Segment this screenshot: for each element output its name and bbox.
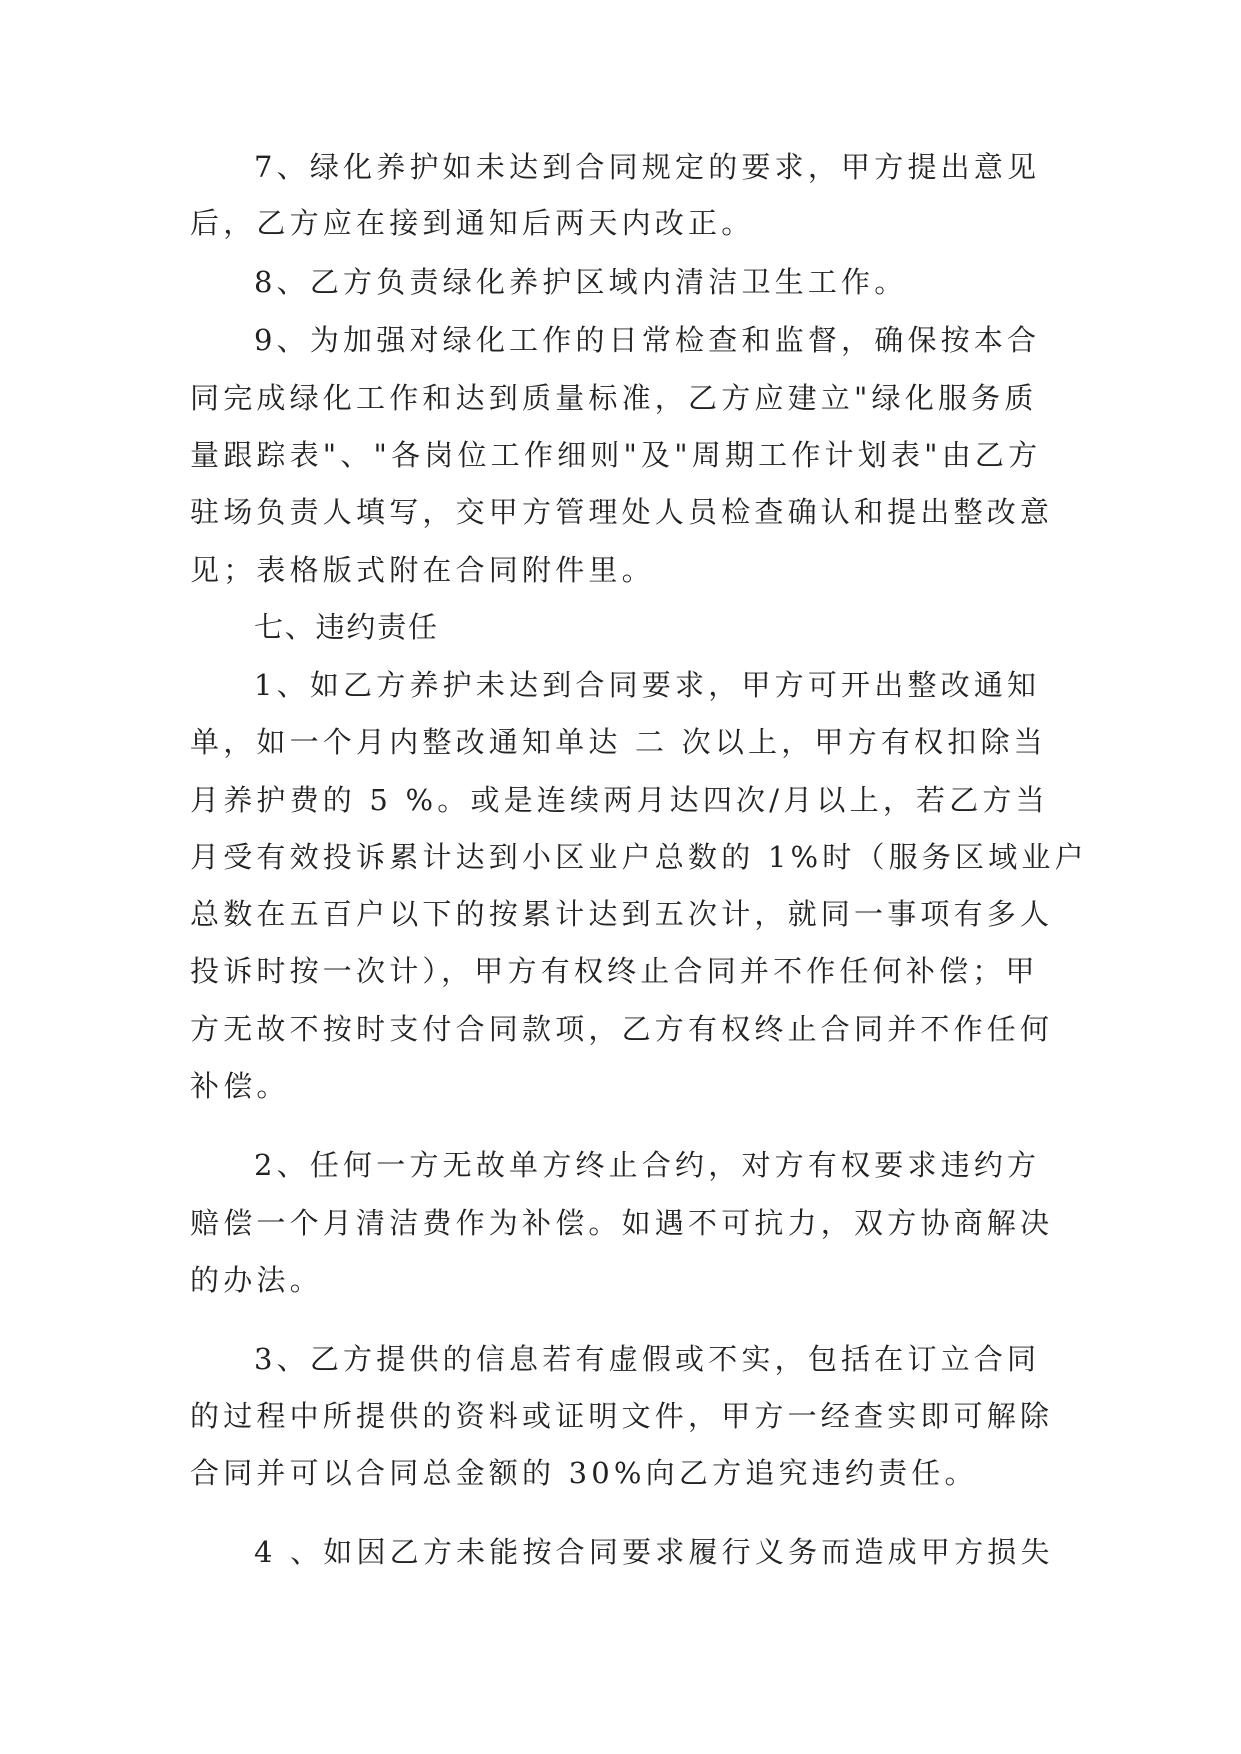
paragraph-line: 7、绿化养护如未达到合同规定的要求，甲方提出意见 xyxy=(254,150,1041,184)
paragraph-line: 赔偿一个月清洁费作为补偿。如遇不可抗力，双方协商解决 xyxy=(190,1206,1054,1240)
paragraph-line: 量跟踪表"、"各岗位工作细则"及"周期工作计划表"由乙方 xyxy=(190,438,1042,472)
paragraph-line: 驻场负责人填写，交甲方管理处人员检查确认和提出整改意 xyxy=(190,495,1054,529)
paragraph-line: 月受有效投诉累计达到小区业户总数的 1%时（服务区域业户 xyxy=(190,840,1088,874)
paragraph-line: 2、任何一方无故单方终止合约，对方有权要求违约方 xyxy=(254,1148,1041,1182)
paragraph-line: 总数在五百户以下的按累计达到五次计，就同一事项有多人 xyxy=(190,897,1054,931)
paragraph-line: 见；表格版式附在合同附件里。 xyxy=(190,553,655,587)
paragraph-line: 单，如一个月内整改通知单达 二 次以上，甲方有权扣除当 xyxy=(190,725,1047,759)
paragraph-line: 9、为加强对绿化工作的日常检查和监督，确保按本合 xyxy=(254,323,1041,357)
paragraph-line: 的办法。 xyxy=(190,1263,323,1297)
paragraph-line: 8、乙方负责绿化养护区域内清洁卫生工作。 xyxy=(254,265,908,299)
paragraph-line: 4 、如因乙方未能按合同要求履行义务而造成甲方损失 xyxy=(254,1535,1054,1569)
paragraph-line: 同完成绿化工作和达到质量标准，乙方应建立"绿化服务质 xyxy=(190,381,1038,415)
paragraph-line: 后，乙方应在接到通知后两天内改正。 xyxy=(190,206,755,240)
paragraph-line: 3、乙方提供的信息若有虚假或不实，包括在订立合同 xyxy=(254,1342,1041,1376)
paragraph-line: 月养护费的 5 %。或是连续两月达四次/月以上，若乙方当 xyxy=(190,783,1049,817)
paragraph-line: 方无故不按时支付合同款项，乙方有权终止合同并不作任何 xyxy=(190,1012,1054,1046)
paragraph-line: 的过程中所提供的资料或证明文件，甲方一经查实即可解除 xyxy=(190,1399,1054,1433)
paragraph-line: 合同并可以合同总金额的 30%向乙方追究违约责任。 xyxy=(190,1456,978,1490)
paragraph-line: 投诉时按一次计），甲方有权终止合同并不作任何补偿；甲 xyxy=(190,954,1039,988)
section-heading: 七、违约责任 xyxy=(254,610,439,644)
paragraph-line: 1、如乙方养护未达到合同要求，甲方可开出整改通知 xyxy=(254,668,1041,702)
paragraph-line: 补偿。 xyxy=(190,1069,290,1103)
